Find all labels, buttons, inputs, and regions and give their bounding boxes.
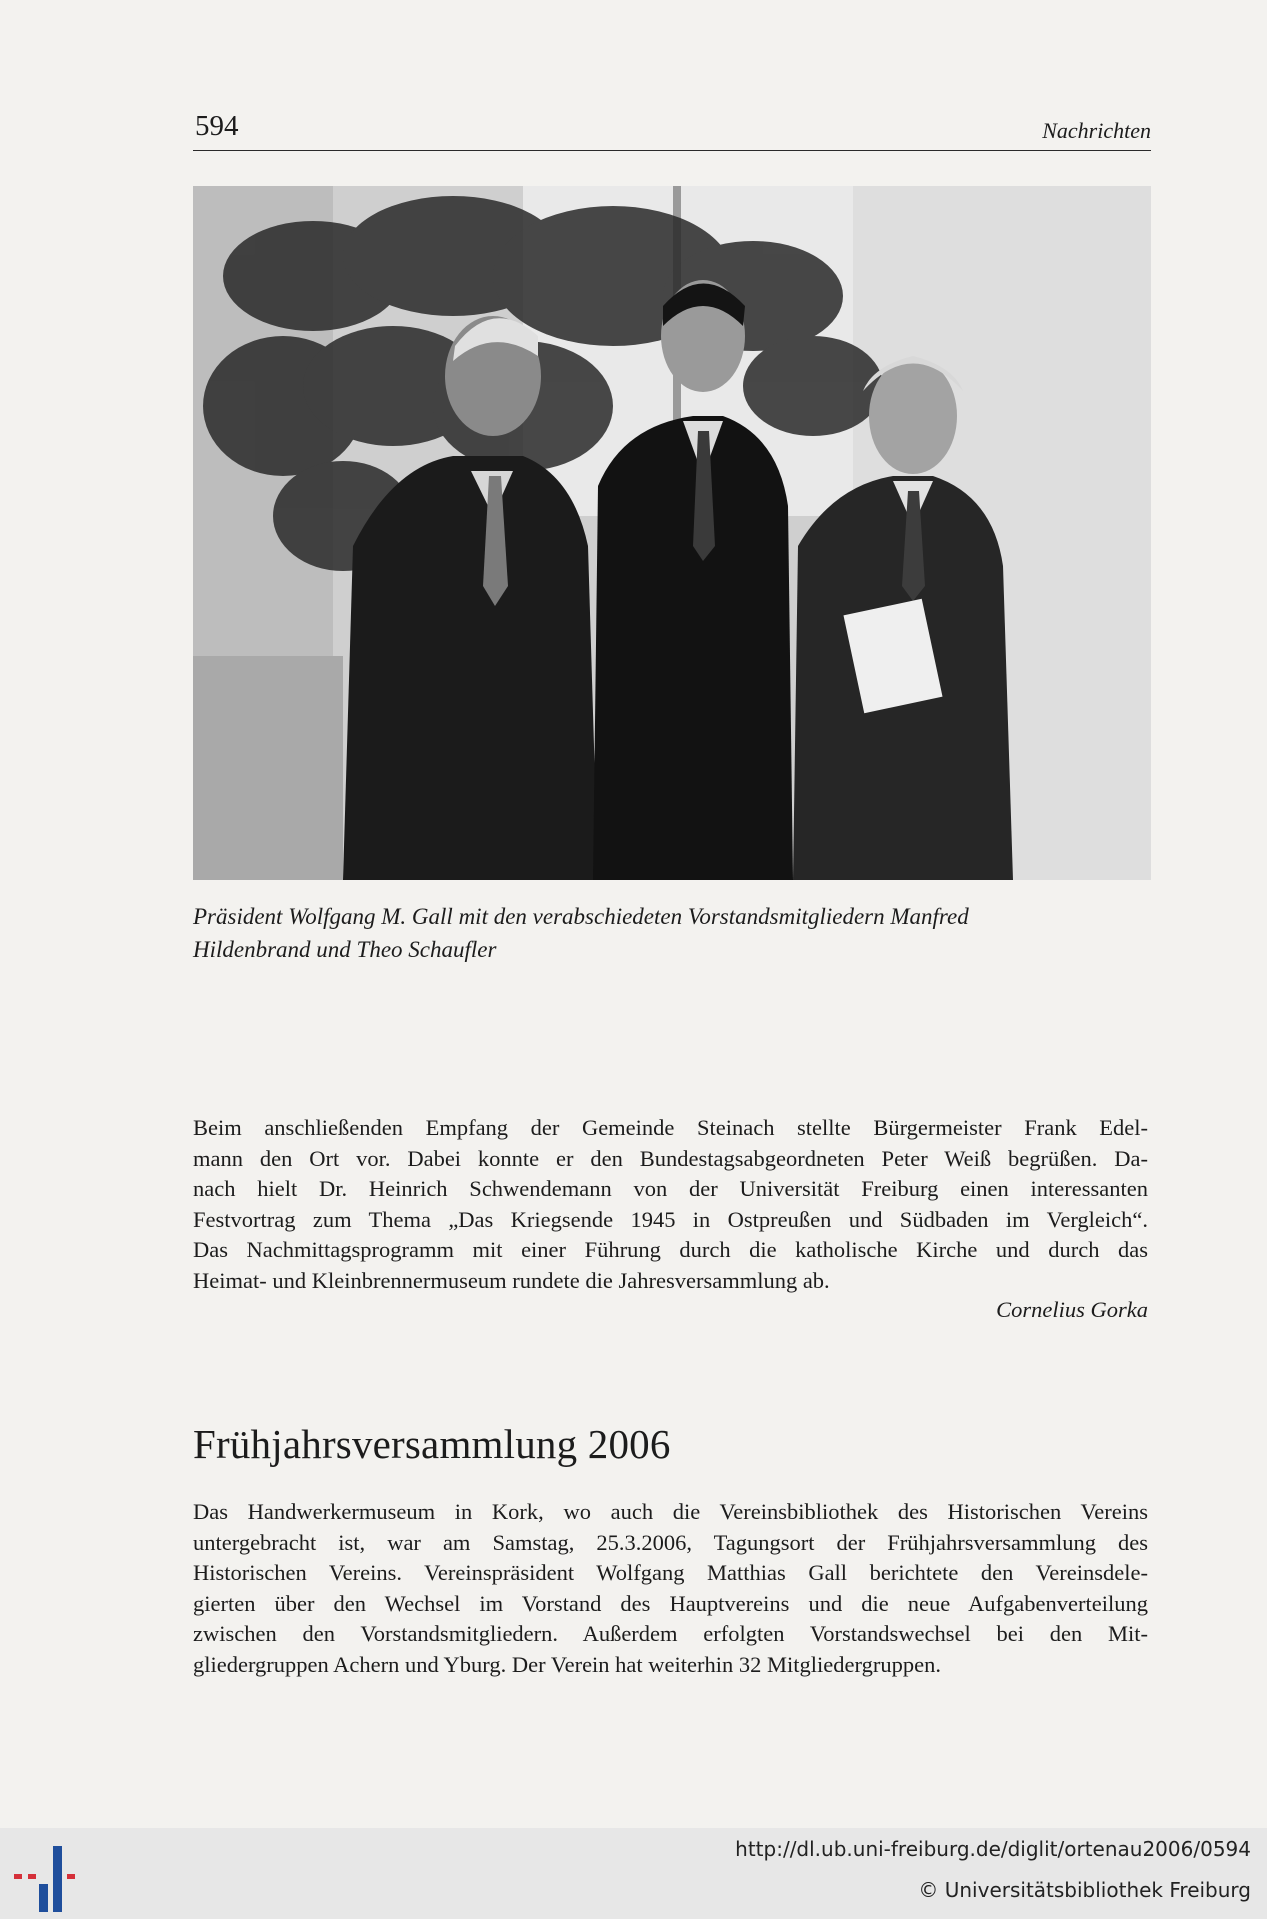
footer-url-link[interactable]: http://dl.ub.uni-freiburg.de/diglit/ortenau2006/0594 (735, 1837, 1251, 1861)
text-line: nach hielt Dr. Heinrich Schwendemann von der Universität Freiburg einen interessanten (193, 1176, 1148, 1201)
photograph (193, 186, 1151, 880)
running-title: Nachrichten (1042, 118, 1151, 143)
footer-copyright: © Universitätsbibliothek Freiburg (918, 1878, 1251, 1902)
paragraph-spring-meeting (193, 1497, 1148, 1680)
figure-caption (193, 900, 1153, 966)
header-rule (193, 150, 1151, 151)
text-line: Das Handwerkermuseum in Kork, wo auch die Vereinsbibliothek des Historischen Vereins (193, 1499, 1148, 1524)
text-line: gierten über den Wechsel im Vorstand des Hauptvereins und die neue Aufgabenverteilung (193, 1590, 1148, 1616)
text-line: Das Nachmittagsprogramm mit einer Führung durch die katholische Kirche und durch das (193, 1237, 1148, 1262)
text-line: Beim anschließenden Empfang der Gemeinde Steinach stellte Bürgermeister Frank Edel- (193, 1115, 1148, 1140)
text-line: untergebracht ist, war am Samstag, 25.3.2006, Tagungsort der Frühjahrsversammlung des (193, 1529, 1148, 1555)
page-number: 594 (195, 110, 239, 142)
paragraph-reception (193, 1113, 1148, 1296)
photograph-image (193, 186, 1151, 880)
text-line: Festvortrag zum Thema „Das Kriegsende 1945 in Ostpreußen und Südbaden im Vergleich“. (193, 1206, 1148, 1232)
text-line: gliedergruppen Achern und Yburg. Der Verein hat weiterhin 32 Mitgliedergruppen. (193, 1651, 941, 1677)
caption-line: Präsident Wolfgang M. Gall mit den verabschiedeten Vorstandsmitgliedern Manfred (193, 904, 969, 929)
text-line: Historischen Vereins. Vereinspräsident Wolfgang Matthias Gall berichtete den Vereinsdele- (193, 1560, 1148, 1585)
library-logo-icon (14, 1844, 82, 1912)
text-line: Heimat- und Kleinbrennermuseum rundete die Jahresversammlung ab. (193, 1267, 830, 1293)
text-line: mann den Ort vor. Dabei konnte er den Bundestagsabgeordneten Peter Weiß begrüßen. Da- (193, 1145, 1148, 1171)
author-signature: Cornelius Gorka (996, 1297, 1148, 1322)
section-heading: Frühjahrsversammlung 2006 (193, 1421, 671, 1467)
text-line: zwischen den Vorstandsmitgliedern. Außerdem erfolgten Vorstandswechsel bei den Mit- (193, 1621, 1148, 1646)
caption-line: Hildenbrand und Theo Schaufler (193, 937, 497, 962)
